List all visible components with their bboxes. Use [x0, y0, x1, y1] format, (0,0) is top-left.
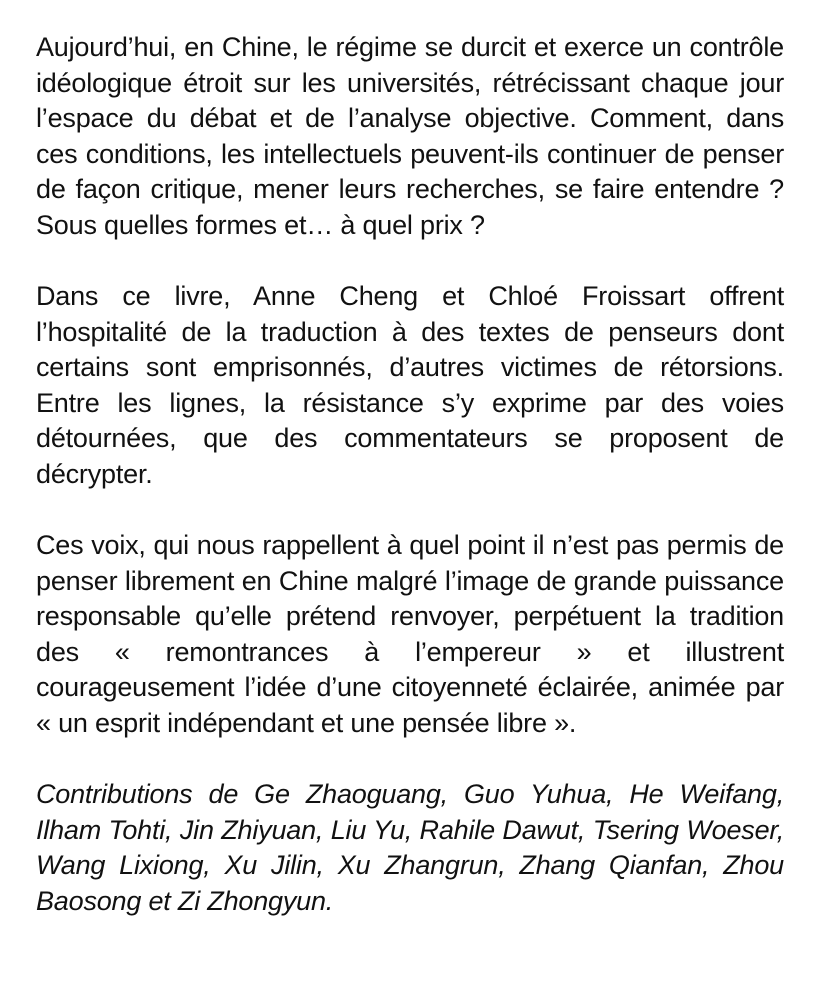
contributors-credits: Contributions de Ge Zhaoguang, Guo Yuhua, He Weifang, Ilham Tohti, Jin Zhiyuan, Liu Yu, Rahile Dawut, Tsering Woeser, Wang Lixiong, Xu Jilin, Xu Zhangrun, Zhang Qianfan, Zhou Baosong et Zi Zhongyun.	[36, 779, 784, 916]
back-cover-text	[36, 30, 784, 919]
paragraph-intro: Aujourd’hui, en Chine, le régime se durcit et exerce un contrôle idéologique étroit sur les universités, rétrécissant chaque jour l’espace du débat et de l’analyse objective. Comment, dans ces conditions, les intellectuels peuvent-ils continuer de penser de façon critique, mener leurs recherches, se faire entendre ? Sous quelles formes et… à quel prix ?	[36, 32, 784, 240]
paragraph-book-description: Dans ce livre, Anne Cheng et Chloé Froissart offrent l’hospitalité de la traduction à des textes de penseurs dont certains sont emprisonnés, d’autres victimes de rétorsions. Entre les lignes, la résistance s’y exprime par des voies détournées, que des commentateurs se proposent de décrypter.	[36, 281, 784, 489]
paragraph-voices: Ces voix, qui nous rappellent à quel point il n’est pas permis de penser librement en Chine malgré l’image de grande puissance responsable qu’elle prétend renvoyer, perpétuent la tradition des « remontrances à l’empereur » et illustrent courageusement l’idée d’une citoyenneté éclairée, animée par « un esprit indépendant et une pensée libre ».	[36, 530, 784, 738]
